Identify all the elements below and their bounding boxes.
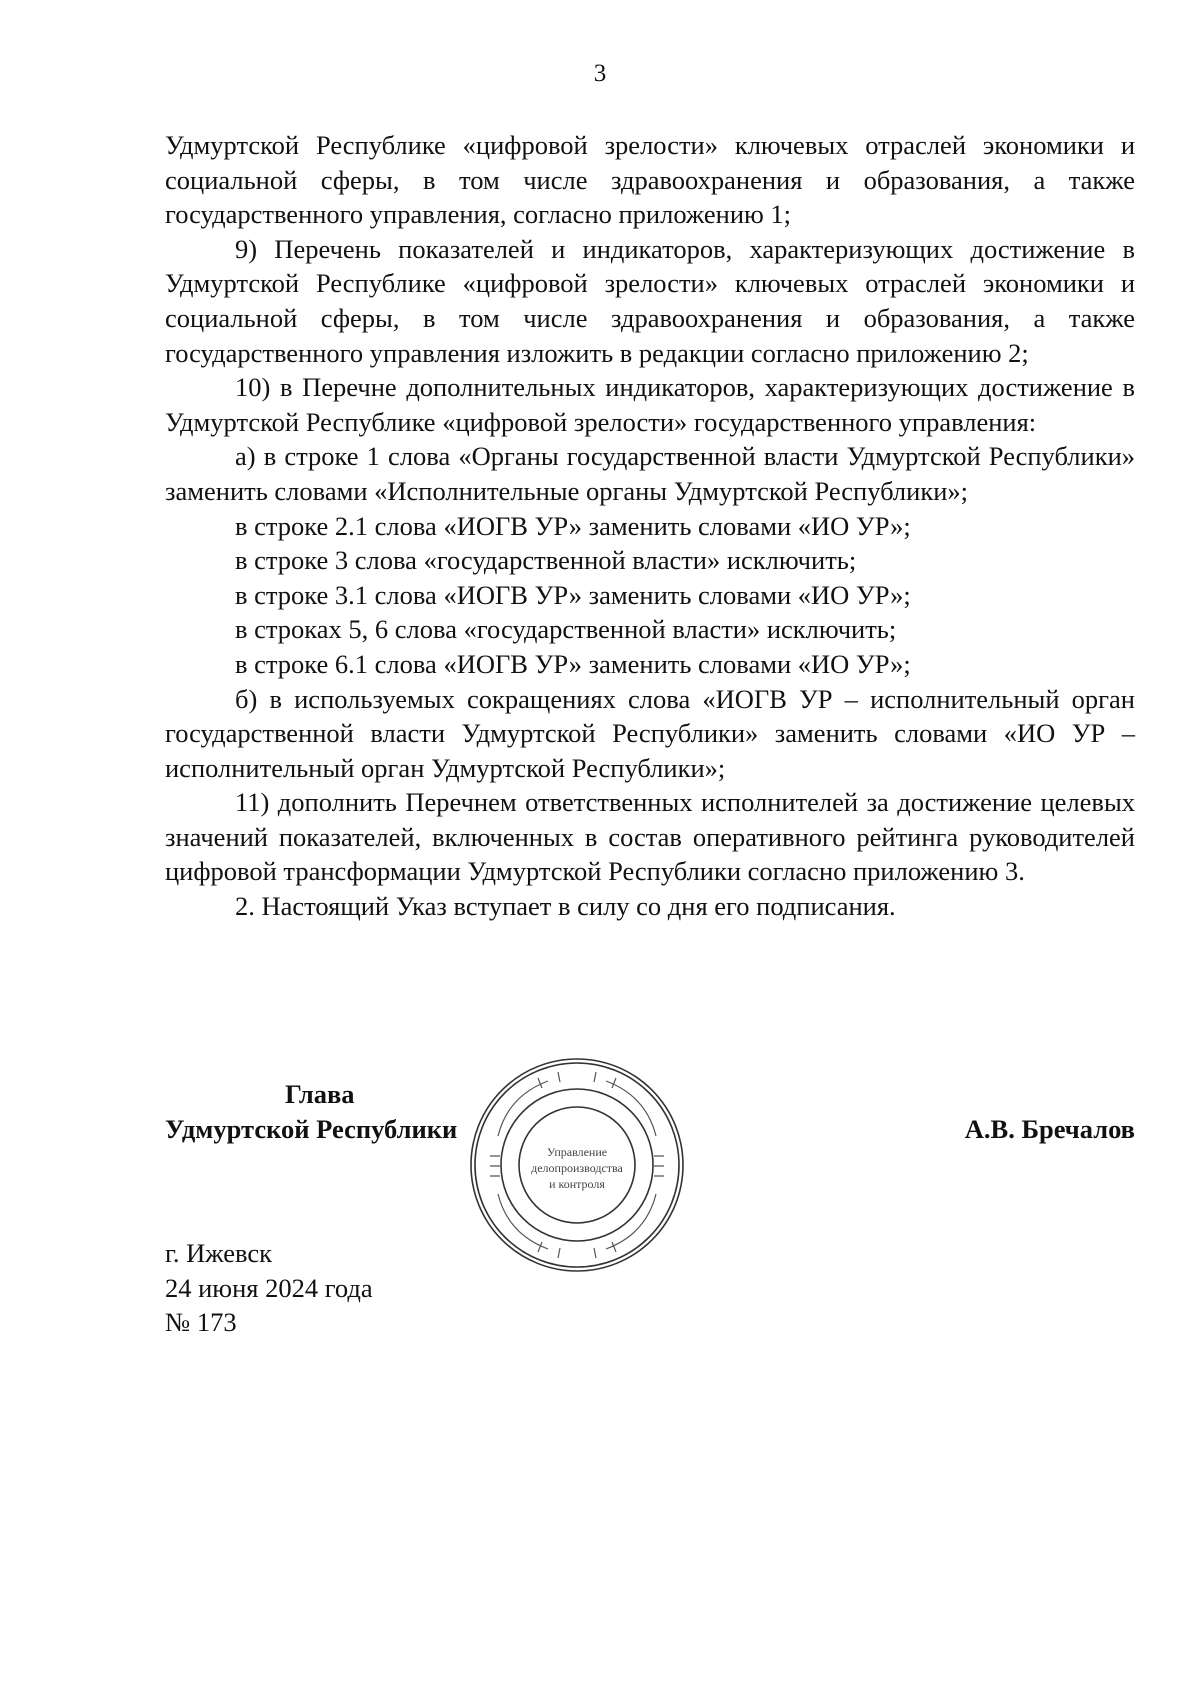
paragraph-subitem-b: б) в используемых сокращениях слова «ИОГВ УР – исполнительный орган государственной власти Удмуртской Республики» заменить словами «ИО УР – исполнительный орган Удмуртской Республики»; [165,683,1135,783]
paragraph-row-6-1: в строке 6.1 слова «ИОГВ УР» заменить словами «ИО УР»; [235,648,911,679]
document-number: № 173 [165,1307,237,1338]
seal-center-line3: и контроля [549,1177,605,1191]
document-requisites [165,1236,373,1340]
page-number: 3 [593,60,607,87]
paragraph-subitem-a: а) в строке 1 слова «Органы государственной власти Удмуртской Республики» заменить словами «Исполнительные органы Удмуртской Республики»; [165,441,1135,506]
signing-date: 24 июня 2024 года [165,1272,373,1303]
seal-center-line1: Управление [546,1145,608,1159]
signatory-title-line1: Глава [285,1079,355,1109]
paragraph-row-2-1: в строке 2.1 слова «ИОГВ УР» заменить словами «ИО УР»; [235,510,911,541]
paragraph-item-11: 11) дополнить Перечнем ответственных исполнителей за достижение целевых значений показателей, включенных в состав оперативного рейтинга руководителей цифровой трансформации Удмуртской Республики согласно приложению 3. [165,787,1135,887]
signatory-title-line2: Удмуртской Республики [165,1113,458,1144]
signatory-name: А.В. Бречалов [964,1114,1135,1144]
signatory-title [165,1077,465,1146]
official-seal [468,1056,686,1274]
paragraph-rows-5-6: в строках 5, 6 слова «государственной власти» исключить; [235,614,897,645]
paragraph-item-10: 10) в Перечне дополнительных индикаторов, характеризующих достижение в Удмуртской Республике «цифровой зрелости» государственного управления: [165,372,1135,437]
seal-center-line2: делопроизводства [531,1161,623,1175]
paragraph-row-3-1: в строке 3.1 слова «ИОГВ УР» заменить словами «ИО УР»; [235,579,911,610]
paragraph-clause-2: 2. Настоящий Указ вступает в силу со дня его подписания. [235,891,896,922]
place-of-signing: г. Ижевск [165,1238,272,1268]
paragraph-continuation: Удмуртской Республике «цифровой зрелости» ключевых отраслей экономики и социальной сферы, в том числе здравоохранения и образования, а также государственного управления, согласно приложению 1; [165,130,1135,230]
paragraph-item-9: 9) Перечень показателей и индикаторов, характеризующих достижение в Удмуртской Республике «цифровой зрелости» ключевых отраслей экономики и социальной сферы, в том числе здравоохранения и образования, а также государственного управления изложить в редакции согласно приложению 2; [165,233,1135,368]
document-body [165,128,1135,924]
paragraph-row-3: в строке 3 слова «государственной власти» исключить; [235,545,857,576]
